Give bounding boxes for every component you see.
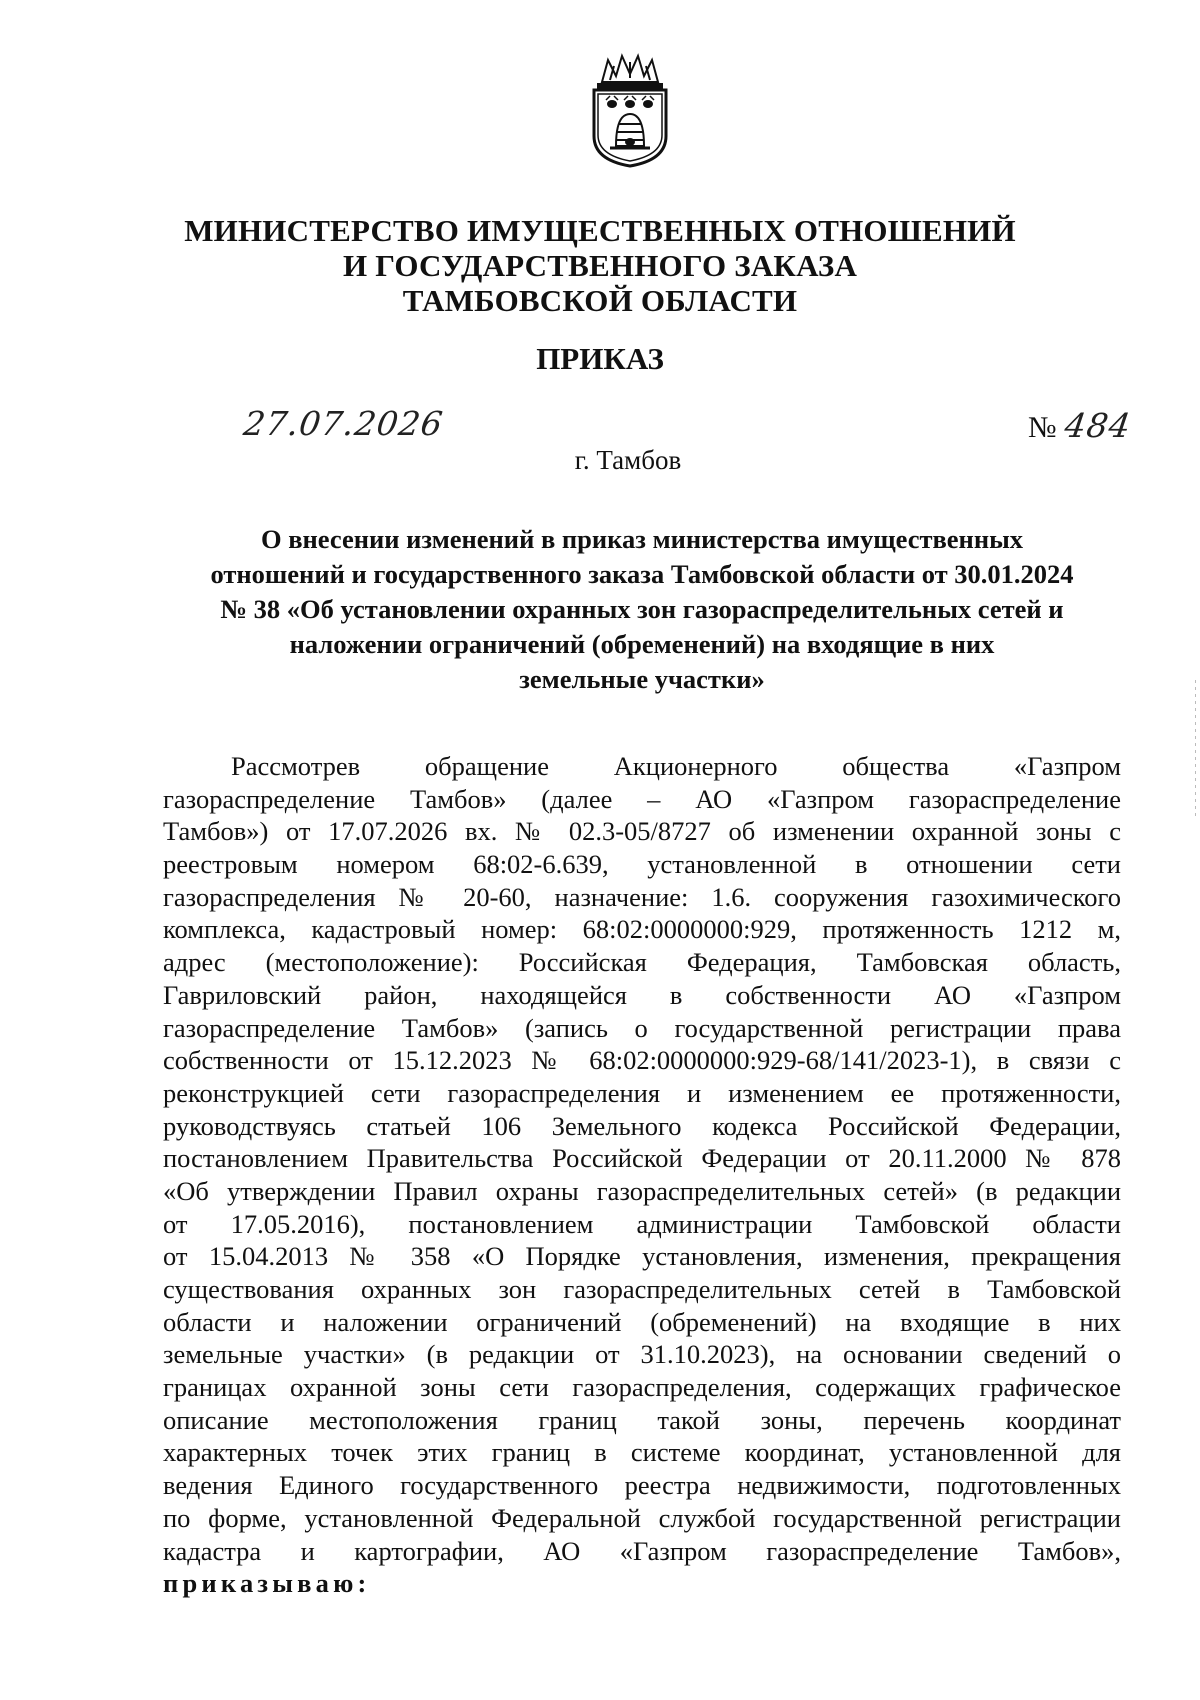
body-line: собственности от 15.12.2023 № 68:02:0000000:929-68/141/2023-1), в связи с [163, 1045, 1121, 1076]
body-line: по форме, установленной Федеральной службой государственной регистрации [163, 1502, 1121, 1533]
ministry-name [0, 213, 1200, 318]
body-line: кадастра и картографии, АО «Газпром газораспределение Тамбов», [163, 1535, 1121, 1566]
order-subject [166, 522, 1118, 697]
body-line: от 15.04.2013 № 358 «О Порядке установления, изменения, прекращения [163, 1241, 1121, 1272]
subject-line: земельные участки» [519, 664, 765, 694]
scan-margin-mark [1195, 680, 1196, 820]
body-line: от 17.05.2016), постановлением администрации Тамбовской области [163, 1208, 1121, 1239]
subject-line: наложении ограничений (обременений) на входящие в них [289, 629, 995, 659]
body-line: границах охранной зоны сети газораспределения, содержащих графическое [163, 1372, 1121, 1403]
body-line [163, 1567, 1121, 1600]
body-line: Рассмотрев обращение Акционерного общества «Газпром [231, 751, 1121, 781]
body-line: адрес (местоположение): Российская Федерация, Тамбовская область, [163, 947, 1121, 978]
body-line: Тамбов») от 17.07.2026 вх. № 02.3-05/8727 об изменении охранной зоны с [163, 816, 1121, 847]
body-line: газораспределение Тамбов» (далее – АО «Газпром газораспределение [163, 783, 1121, 814]
body-line: постановлением Правительства Российской Федерации от 20.11.2000 № 878 [163, 1143, 1121, 1174]
body-line: земельные участки» (в редакции от 31.10.2023), на основании сведений о [163, 1339, 1121, 1370]
body-line: области и наложении ограничений (обременений) на входящие в них [163, 1306, 1121, 1337]
body-line: руководствуясь статьей 106 Земельного кодекса Российской Федерации, [163, 1110, 1121, 1141]
body-line: реестровым номером 68:02-6.639, установленной в отношении сети [163, 849, 1121, 880]
body-line: Гавриловский район, находящейся в собственности АО «Газпром [163, 979, 1121, 1010]
subject-line: отношений и государственного заказа Тамбовской области от 30.01.2024 [210, 559, 1074, 589]
body-line: существования охранных зон газораспределительных сетей в Тамбовской [163, 1274, 1121, 1304]
document-type: ПРИКАЗ [536, 341, 664, 376]
ministry-name-line: И ГОСУДАРСТВЕННОГО ЗАКАЗА [342, 248, 858, 283]
city-name: г. Тамбов [574, 445, 682, 475]
body-line: реконструкцией сети газораспределения и изменением ее протяженности, [163, 1077, 1121, 1108]
order-number [1028, 406, 1134, 445]
handwritten-number: 484 [1061, 406, 1134, 445]
ministry-name-line: ТАМБОВСКОЙ ОБЛАСТИ [402, 283, 798, 318]
ministry-name-line: МИНИСТЕРСТВО ИМУЩЕСТВЕННЫХ ОТНОШЕНИЙ [184, 213, 1016, 248]
body-line: «Об утверждении Правил охраны газораспределительных сетей» (в редакции [163, 1175, 1121, 1206]
handwritten-date: 27.07.2026 [241, 404, 446, 443]
subject-line: О внесении изменений в приказ министерства имущественных [260, 524, 1024, 554]
body-line: газораспределения № 20-60, назначение: 1.6. сооружения газохимического [163, 881, 1121, 912]
number-sign: № [1028, 411, 1057, 444]
body-line: характерных точек этих границ в системе координат, установленной для [163, 1437, 1121, 1468]
order-verb: приказываю: [163, 1568, 371, 1599]
coat-of-arms-emblem [588, 52, 672, 168]
body-line: комплекса, кадастровый номер: 68:02:0000000:929, протяженность 1212 м, [163, 914, 1121, 945]
body-line: описание местоположения границ такой зоны, перечень координат [163, 1404, 1121, 1435]
subject-line: № 38 «Об установлении охранных зон газораспределительных сетей и [220, 594, 1064, 624]
order-body [163, 750, 1121, 1600]
body-line: ведения Единого государственного реестра недвижимости, подготовленных [163, 1470, 1121, 1501]
body-line: газораспределение Тамбов» (запись о государственной регистрации права [163, 1012, 1121, 1043]
